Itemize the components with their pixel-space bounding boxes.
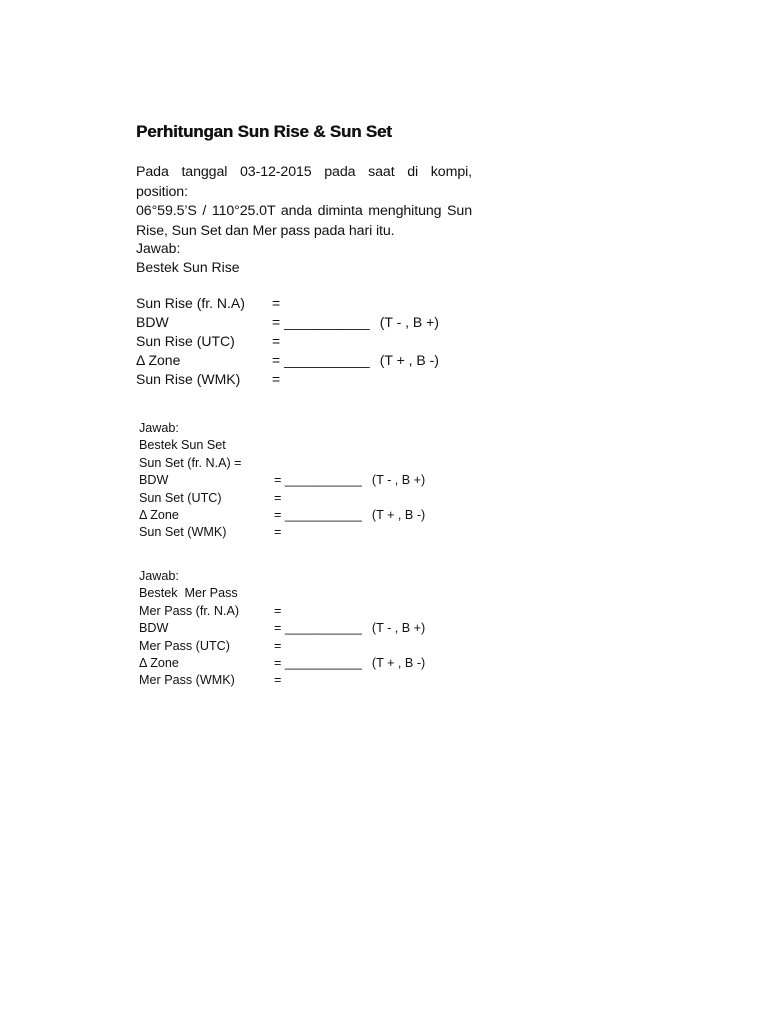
calc-row: [139, 638, 282, 655]
calc-row: [139, 524, 282, 541]
intro-line: Rise, Sun Set dan Mer pass pada hari itu.: [136, 222, 395, 239]
row-suffix: (T - , B +): [371, 473, 426, 488]
row-label: Mer Pass (fr. N.A): [139, 603, 240, 618]
row-value-group: [272, 351, 439, 370]
row-value-group: [274, 655, 425, 672]
row-label: Δ Zone: [139, 655, 179, 670]
calc-row: [139, 603, 282, 620]
row-value: = ___________: [272, 314, 370, 330]
row-value: =: [272, 371, 281, 387]
row-suffix: (T + , B -): [379, 352, 439, 368]
row-label: BDW: [139, 473, 169, 488]
row-suffix: (T + , B -): [371, 655, 426, 670]
calc-row: [139, 507, 426, 524]
calc-row: [136, 332, 281, 351]
row-value: = ___________: [274, 655, 362, 670]
row-label: Sun Set (WMK): [139, 525, 227, 540]
intro-line: Pada tanggal 03-12-2015 pada saat di kompi, position:: [136, 164, 472, 200]
row-label: Sun Set (fr. N.A) =: [139, 455, 242, 470]
row-value-group: [272, 313, 439, 332]
jawab-label: Jawab:: [139, 421, 179, 435]
calc-row: [136, 294, 281, 313]
row-label: Sun Rise (WMK): [136, 371, 241, 387]
row-value: =: [274, 490, 282, 505]
intro-paragraph: [136, 163, 472, 241]
merpass-section: [139, 568, 426, 690]
section-heading: Bestek Mer Pass: [139, 586, 238, 601]
row-value: = ___________: [274, 621, 362, 636]
jawab-label: Jawab:: [139, 569, 179, 583]
row-value: = ___________: [274, 473, 362, 488]
calc-row: [139, 490, 282, 507]
row-suffix: (T + , B -): [371, 507, 426, 522]
calc-row: [139, 655, 426, 672]
intro-line: 06°59.5’S / 110°25.0T anda diminta menghitung Sun: [136, 203, 472, 219]
row-label: Mer Pass (UTC): [139, 638, 230, 653]
row-value: =: [274, 638, 282, 653]
page-title: Perhitungan Sun Rise & Sun Set: [136, 122, 392, 141]
jawab-label: Jawab:: [136, 240, 181, 256]
calc-row: [139, 455, 242, 472]
calc-row: [139, 620, 426, 637]
row-value-group: [274, 620, 425, 637]
section-heading: Bestek Sun Rise: [136, 259, 240, 275]
sunrise-section: [136, 239, 439, 389]
row-label: Mer Pass (WMK): [139, 673, 235, 688]
row-value: = ___________: [274, 507, 362, 522]
row-label: Sun Rise (UTC): [136, 333, 235, 349]
row-value: =: [274, 673, 282, 688]
calc-row: [139, 472, 426, 489]
row-label: Sun Rise (fr. N.A): [136, 295, 245, 311]
row-value: =: [274, 603, 282, 618]
row-value: = ___________: [272, 352, 370, 368]
row-label: BDW: [136, 314, 169, 330]
calc-row: [136, 313, 439, 332]
sunset-section: [139, 420, 426, 542]
row-label: Sun Set (UTC): [139, 490, 222, 505]
row-value-group: [274, 507, 425, 524]
row-value: =: [272, 333, 281, 349]
row-label: BDW: [139, 621, 169, 636]
row-suffix: (T - , B +): [371, 621, 426, 636]
section-heading: Bestek Sun Set: [139, 438, 226, 453]
calc-row: [136, 370, 281, 389]
row-value: =: [274, 525, 282, 540]
calc-row: [139, 672, 282, 689]
row-value: =: [272, 295, 281, 311]
row-value-group: [274, 472, 425, 489]
row-suffix: (T - , B +): [379, 314, 439, 330]
row-label: Δ Zone: [139, 507, 179, 522]
row-label: Δ Zone: [136, 352, 181, 368]
calc-row: [136, 351, 439, 370]
